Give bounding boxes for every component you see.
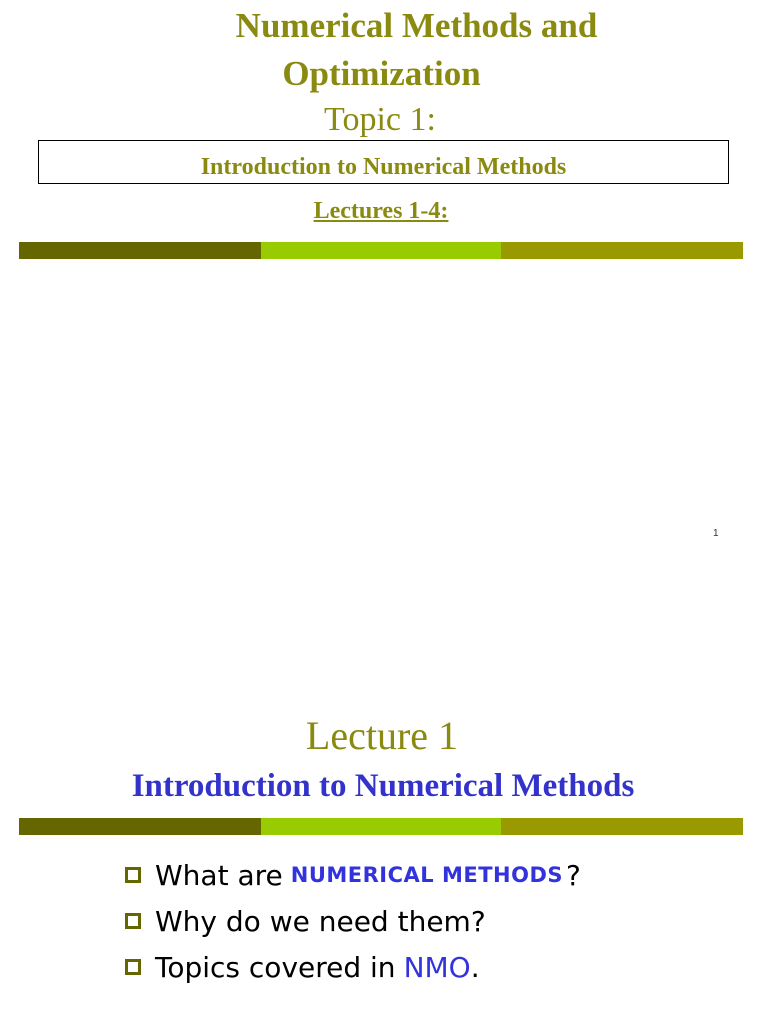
boxed-subtitle: Introduction to Numerical Methods bbox=[38, 140, 729, 184]
page-number: 1 bbox=[713, 528, 719, 539]
slide-title-line-1: Numerical Methods and bbox=[235, 6, 598, 45]
lectures-label: Lectures 1-4: bbox=[313, 198, 449, 224]
divider-segment-olive bbox=[501, 242, 743, 259]
list-item bbox=[125, 944, 581, 990]
divider-segment-dark-olive bbox=[19, 242, 261, 259]
bullet-text-suffix: ? bbox=[566, 858, 581, 892]
bullet-text: Why do we need them? bbox=[155, 904, 486, 938]
divider-segment-dark-olive bbox=[19, 818, 261, 835]
lecture-subtitle: Introduction to Numerical Methods bbox=[131, 768, 635, 804]
bullet-emphasis: NMO bbox=[403, 950, 471, 984]
bullet-emphasis: NUMERICAL METHODS bbox=[290, 863, 564, 887]
square-bullet-icon bbox=[125, 867, 141, 883]
divider-segment-lime bbox=[261, 242, 501, 259]
slide-title-line-2: Optimization bbox=[282, 54, 481, 93]
divider-segment-olive bbox=[501, 818, 743, 835]
bullet-text: What are bbox=[155, 858, 283, 892]
bullet-text: Topics covered in bbox=[155, 950, 396, 984]
divider-bar bbox=[19, 242, 743, 259]
divider-segment-lime bbox=[261, 818, 501, 835]
square-bullet-icon bbox=[125, 913, 141, 929]
topic-label: Topic 1: bbox=[324, 101, 436, 138]
list-item bbox=[125, 898, 581, 944]
lecture-title: Lecture 1 bbox=[305, 713, 459, 758]
bullet-text-suffix: . bbox=[470, 950, 480, 984]
slide-title bbox=[0, 2, 768, 98]
square-bullet-icon bbox=[125, 959, 141, 975]
bullet-list bbox=[125, 852, 581, 990]
list-item bbox=[125, 852, 581, 898]
divider-bar bbox=[19, 818, 743, 835]
